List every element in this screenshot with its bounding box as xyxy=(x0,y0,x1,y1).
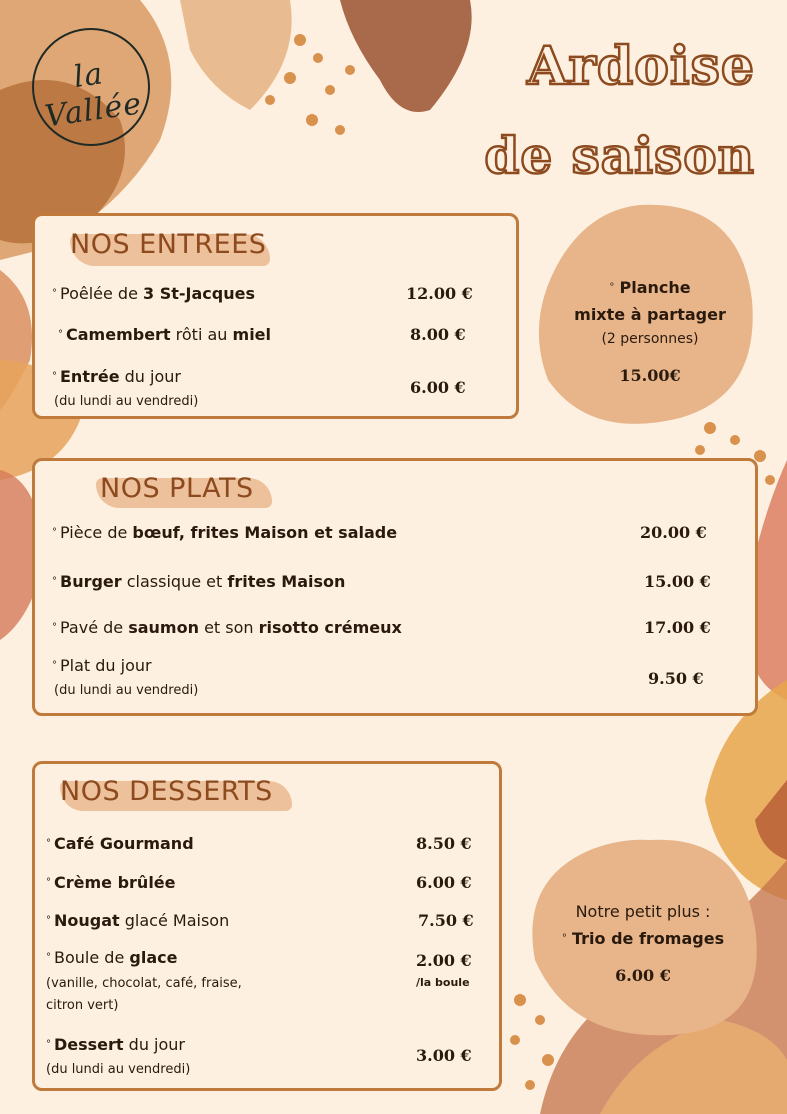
plat-item-3: ° Pavé de saumon et son risotto crémeux xyxy=(52,618,402,637)
entree-price-3: 6.00 € xyxy=(410,378,466,397)
entree-item-3-note: (du lundi au vendredi) xyxy=(54,394,199,409)
dessert-item-3: ° Nougat glacé Maison xyxy=(46,911,230,930)
desserts-title: NOS DESSERTS xyxy=(60,776,273,807)
dessert-item-4: ° Boule de glace xyxy=(46,948,178,967)
dessert-price-2: 6.00 € xyxy=(416,873,472,892)
entree-price-1: 12.00 € xyxy=(406,284,473,303)
planche-line1: Planche xyxy=(619,278,691,297)
dessert-price-1: 8.50 € xyxy=(416,834,472,853)
entree-item-3: ° Entrée du jour xyxy=(52,367,181,386)
fromages-line2: Trio de fromages xyxy=(571,929,725,948)
planche-line2: mixte à partager xyxy=(574,305,726,324)
dessert-item-2: ° Crème brûlée xyxy=(46,873,176,892)
plat-price-2: 15.00 € xyxy=(644,572,711,591)
dessert-item-4-note: (vanille, chocolat, café, fraise, xyxy=(46,976,242,991)
planche-line3: (2 personnes) xyxy=(601,331,699,347)
plat-item-4-note: (du lundi au vendredi) xyxy=(54,683,199,698)
fromages-line1: Notre petit plus : xyxy=(575,902,711,921)
dessert-item-4-note2: citron vert) xyxy=(46,998,119,1013)
dessert-item-5: ° Dessert du jour xyxy=(46,1035,185,1054)
plat-item-2: ° Burger classique et frites Maison xyxy=(52,572,346,591)
entree-item-1: ° Poêlée de 3 St-Jacques xyxy=(52,284,255,303)
entrees-title: NOS ENTREES xyxy=(70,229,267,260)
leaf-top-center xyxy=(180,0,292,110)
page-title-line2: de saison xyxy=(484,126,755,185)
dessert-price-3: 7.50 € xyxy=(418,911,474,930)
plat-price-4: 9.50 € xyxy=(648,669,704,688)
page-title-line1: Ardoise xyxy=(527,36,755,97)
plats-title: NOS PLATS xyxy=(100,473,254,504)
dessert-price-5: 3.00 € xyxy=(416,1046,472,1065)
fromages-text: Notre petit plus : ° Trio de fromages 6.00 € xyxy=(538,898,748,989)
planche-price: 15.00€ xyxy=(619,366,681,385)
plat-price-1: 20.00 € xyxy=(640,523,707,542)
berries-bottom xyxy=(510,994,554,1090)
dessert-item-5-note: (du lundi au vendredi) xyxy=(46,1062,191,1077)
plat-price-3: 17.00 € xyxy=(644,618,711,637)
plat-item-1: ° Pièce de bœuf, frites Maison et salade xyxy=(52,523,398,542)
logo-text: la Vallée xyxy=(42,56,145,135)
entree-price-2: 8.00 € xyxy=(410,325,466,344)
fromages-price: 6.00 € xyxy=(615,966,671,985)
dessert-price-4: 2.00 € xyxy=(416,951,472,970)
planche-text: ° Planche mixte à partager (2 personnes) 15.00€ xyxy=(550,274,750,389)
entree-item-2: ° Camembert rôti au miel xyxy=(58,325,272,344)
plat-item-4: ° Plat du jour xyxy=(52,656,152,675)
dessert-price-4-unit: /la boule xyxy=(416,976,470,989)
leaf-top-brown xyxy=(340,0,472,112)
dessert-item-1: ° Café Gourmand xyxy=(46,834,194,853)
